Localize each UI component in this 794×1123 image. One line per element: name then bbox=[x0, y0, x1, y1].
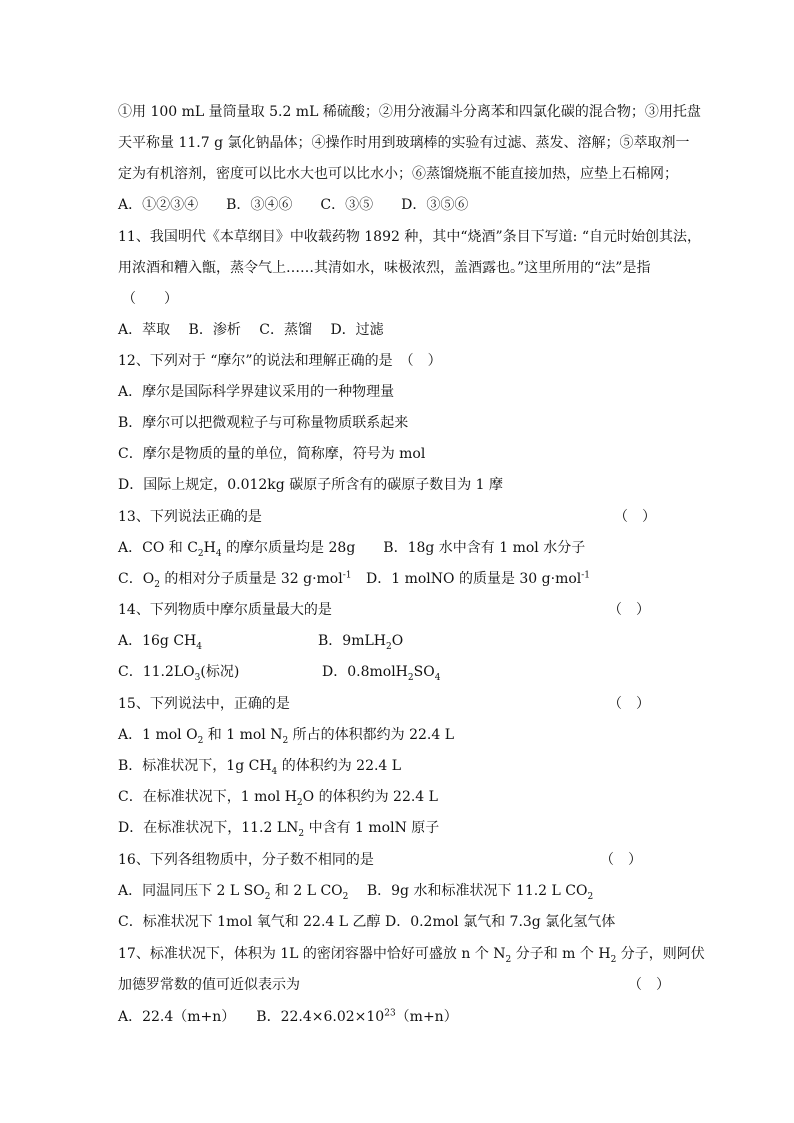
q14-option-d: D．$0.8molH_2SO_4$ bbox=[322, 664, 441, 683]
q13-option-d: D．1 molNO 的质量是 30 g·mol$^{-1}$ bbox=[366, 570, 591, 587]
q16-answer-paren: （ ） bbox=[600, 852, 642, 868]
q14-option-a: A．16g $CH_4$ bbox=[118, 633, 202, 652]
q15-option-c: C．在标准状况下，1 mol $H_2O$ 的体积约为 22.4 L bbox=[118, 789, 438, 808]
q17-answer-paren: （ ） bbox=[628, 977, 670, 993]
q16-stem: 16、下列各组物质中，分子数不相同的是 bbox=[118, 852, 374, 868]
q14-option-c: C．$11.2LO_3$(标况) bbox=[118, 664, 240, 683]
q16-options-cd: C．标准状况下 1mol 氧气和 22.4 L 乙醇 D．0.2mol 氯气和 7.3g 氯化氢气体 bbox=[118, 914, 616, 930]
intro-line-3: 定为有机溶剂，密度可以比水大也可以比水小；⑥蒸馏烧瓶不能直接加热，应垫上石棉网； bbox=[118, 166, 678, 182]
q14-option-b: B．9mLH$_2$O bbox=[318, 633, 404, 652]
q13-options-ab: A．CO 和 $C_2H_4$ 的摩尔质量均是 28g B．18g 水中含有 1 mol 水分子 bbox=[118, 540, 586, 559]
q11-stem-line-2: 用浓酒和糟入甑，蒸令气上……其清如水，味极浓烈，盖酒露也。”这里所用的“法”是指 bbox=[118, 260, 651, 276]
intro-line-1: ①用 100 mL 量筒量取 5.2 mL 稀硫酸；②用分液漏斗分离苯和四氯化碳的混合物；③用托盘 bbox=[118, 104, 701, 120]
q12-option-b: B．摩尔可以把微观粒子与可称量物质联系起来 bbox=[118, 415, 409, 431]
intro-line-2: 天平称量 11.7 g 氯化钠晶体；④操作时用到玻璃棒的实验有过滤、蒸发、溶解；⑤萃取剂一 bbox=[118, 135, 690, 151]
q12-stem: 12、下列对于 “摩尔”的说法和理解正确的是 （ ） bbox=[118, 353, 442, 369]
q13-answer-paren: （ ） bbox=[614, 509, 656, 525]
q13-option-c: C．$O_2$ 的相对分子质量是 32 g·mol$^{-1}$ bbox=[118, 570, 352, 590]
q17-stem-line-2: 加德罗常数的值可近似表示为 bbox=[118, 977, 300, 993]
q11-stem-line-1: 11、我国明代《本草纲目》中收载药物 1892 种，其中“烧酒”条目下写道: “自元时始创其法， bbox=[118, 229, 701, 245]
q12-option-a: A．摩尔是国际科学界建议采用的一种物理量 bbox=[118, 384, 395, 400]
q15-option-a: A．1 mol $O_2$ 和 1 mol $N_2$ 所占的体积都约为 22.4 L bbox=[118, 727, 455, 746]
q14-answer-paren: （ ） bbox=[608, 602, 650, 618]
q12-option-c: C．摩尔是物质的量的单位，简称摩，符号为 mol bbox=[118, 446, 426, 462]
q14-stem: 14、下列物质中摩尔质量最大的是 bbox=[118, 602, 332, 618]
q17-options: A．22.4（m+n） B．$22.4\times 6.02\times 10^{23}(m+n)$ bbox=[118, 1008, 458, 1025]
intro-options: A．①②③④ B．③④⑥ C．③⑤ D．③⑤⑥ bbox=[118, 197, 469, 213]
q16-options-ab: A．同温同压下 2 L $SO_2$ 和 2 L $CO_2$ B．9g 水和标准状况下 11.2 L $CO_2$ bbox=[118, 883, 594, 902]
q11-answer-paren: （ ） bbox=[122, 291, 178, 307]
q17-stem-line-1: 17、标准状况下，体积为 1L 的密闭容器中恰好可盛放 n 个 $N_2$ 分子和 m 个 $H_2$ 分子，则阿伏 bbox=[118, 946, 705, 965]
q12-option-d: D．国际上规定，0.012kg 碳原子所含有的碳原子数目为 1 摩 bbox=[118, 477, 504, 493]
q13-stem: 13、下列说法正确的是 bbox=[118, 509, 262, 525]
q15-option-b: B．标准状况下，1g $CH_4$ 的体积约为 22.4 L bbox=[118, 758, 402, 777]
q15-option-d: D．在标准状况下，11.2 $LN_2$ 中含有 1 molN 原子 bbox=[118, 820, 440, 839]
q15-stem: 15、下列说法中，正确的是 bbox=[118, 696, 290, 712]
q15-answer-paren: （ ） bbox=[608, 696, 650, 712]
q11-options: A．萃取 B．渗析 C．蒸馏 D．过滤 bbox=[118, 322, 384, 338]
